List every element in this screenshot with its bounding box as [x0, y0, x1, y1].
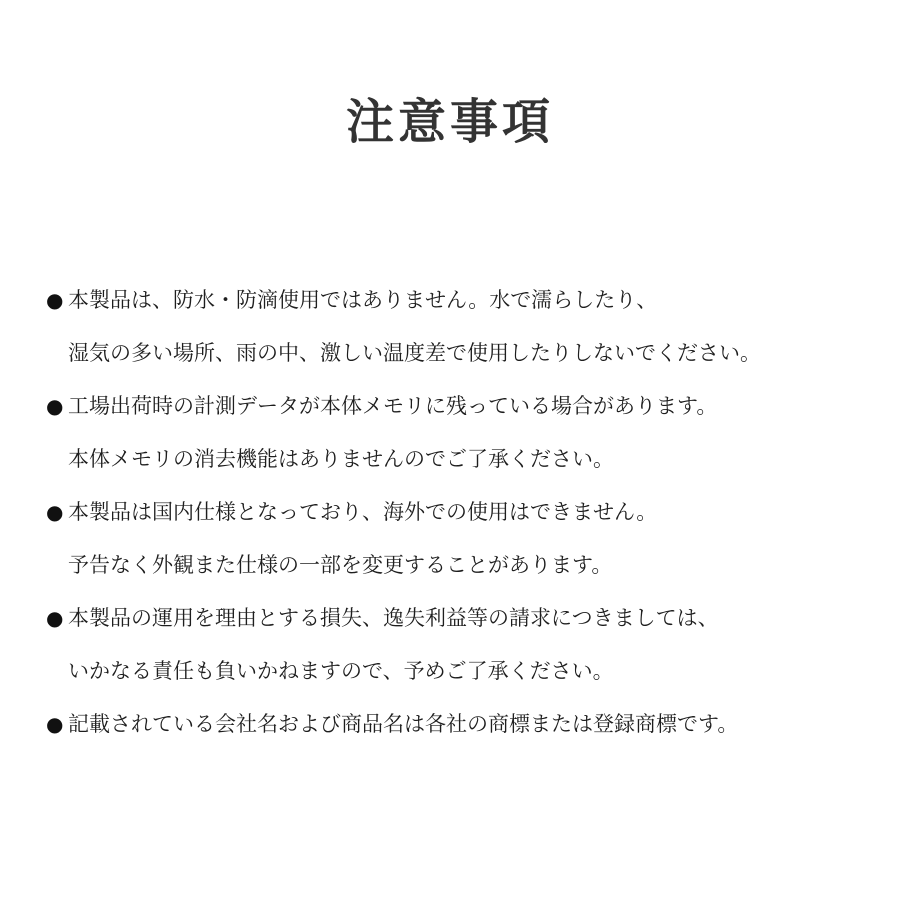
notes-list — [46, 280, 886, 757]
note-item-2 — [46, 386, 886, 492]
note-text: 湿気の多い場所、雨の中、激しい温度差で使用したりしないでください。 — [68, 341, 761, 365]
bullet-icon: ● — [46, 394, 64, 418]
note-line — [46, 280, 886, 333]
note-text: 記載されている会社名および商品名は各社の商標または登録商標です。 — [68, 712, 739, 736]
note-text: 本製品は国内仕様となっており、海外での使用はできません。 — [68, 500, 658, 524]
note-text: いかなる責任も負いかねますので、予めご了承ください。 — [68, 659, 614, 683]
note-line — [46, 439, 886, 492]
note-text: 本体メモリの消去機能はありませんのでご了承ください。 — [68, 447, 614, 471]
note-line — [46, 545, 886, 598]
note-line — [46, 333, 886, 386]
note-line — [46, 704, 886, 757]
note-item-1 — [46, 280, 886, 386]
note-line — [46, 651, 886, 704]
note-item-4 — [46, 598, 886, 704]
note-line — [46, 598, 886, 651]
note-item-5 — [46, 704, 886, 757]
note-line — [46, 386, 886, 439]
bullet-icon: ● — [46, 712, 64, 736]
bullet-icon: ● — [46, 606, 64, 630]
note-line — [46, 492, 886, 545]
note-text: 本製品の運用を理由とする損失、逸失利益等の請求につきましては、 — [68, 606, 719, 630]
page-title: 注意事項 — [345, 94, 554, 150]
note-text: 工場出荷時の計測データが本体メモリに残っている場合があります。 — [68, 394, 718, 418]
note-text: 予告なく外観また仕様の一部を変更することがあります。 — [68, 553, 613, 577]
bullet-icon: ● — [46, 288, 64, 312]
note-text: 本製品は、防水・防滴使用ではありません。水で濡らしたり、 — [68, 288, 658, 312]
bullet-icon: ● — [46, 500, 64, 524]
note-item-3 — [46, 492, 886, 598]
